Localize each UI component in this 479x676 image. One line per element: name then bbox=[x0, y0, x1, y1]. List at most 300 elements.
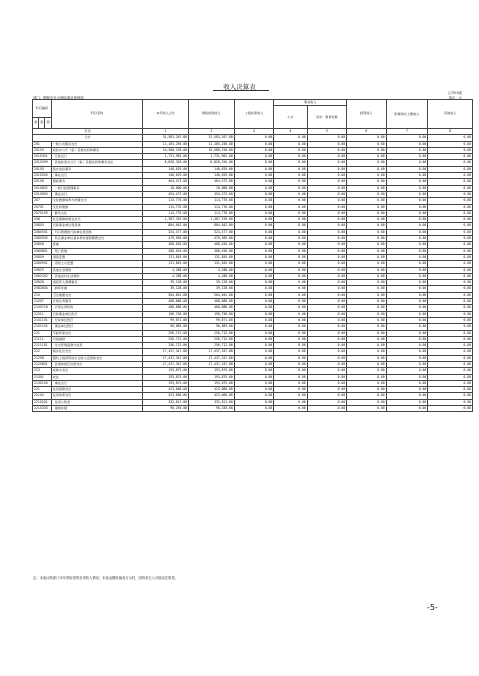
row-fiscal: 39,128.00 bbox=[189, 286, 235, 292]
column-index-8: 8 bbox=[428, 129, 473, 135]
row-zero-cell: 0.00 bbox=[428, 361, 473, 367]
row-zero-cell: 0.00 bbox=[428, 267, 473, 273]
header-other: 其他收入 bbox=[428, 100, 473, 129]
row-fiscal: 114,776.00 bbox=[189, 210, 235, 216]
row-fiscal: 193,875.00 bbox=[189, 374, 235, 380]
row-zero-cell: 0.00 bbox=[307, 349, 347, 355]
column-index-2: 2 bbox=[189, 129, 235, 135]
row-zero-cell: 0.00 bbox=[428, 217, 473, 223]
row-zero-cell: 0.00 bbox=[428, 223, 473, 229]
row-code: 2082502 bbox=[33, 273, 52, 279]
row-zero-cell: 0.00 bbox=[386, 173, 428, 179]
row-name: 死亡抚恤 bbox=[51, 248, 143, 254]
row-total: 454,473.00 bbox=[143, 191, 189, 197]
row-zero-cell: 0.00 bbox=[428, 387, 473, 393]
row-zero-cell: 0.00 bbox=[274, 292, 307, 298]
row-zero-cell: 0.00 bbox=[274, 343, 307, 349]
title-underline bbox=[213, 90, 269, 91]
row-zero-cell: 0.00 bbox=[428, 160, 473, 166]
row-zero-cell: 0.00 bbox=[274, 248, 307, 254]
row-total: 17,437,347.88 bbox=[143, 355, 189, 361]
row-zero-cell: 0.00 bbox=[234, 154, 274, 160]
row-total: 408,086.00 bbox=[143, 305, 189, 311]
row-zero-cell: 0.00 bbox=[428, 349, 473, 355]
row-zero-cell: 0.00 bbox=[347, 173, 387, 179]
row-name: 事业运行 bbox=[51, 173, 143, 179]
row-zero-cell: 0.00 bbox=[274, 361, 307, 367]
row-total: 408,016.00 bbox=[143, 242, 189, 248]
row-zero-cell: 0.00 bbox=[307, 355, 347, 361]
report-title: 收入决算表 bbox=[223, 83, 256, 91]
header-operating: 经营收入 bbox=[347, 100, 387, 129]
row-zero-cell: 0.00 bbox=[428, 166, 473, 172]
column-index-label: 栏次 bbox=[33, 129, 143, 135]
row-code: 212 bbox=[33, 349, 52, 355]
row-fiscal: 96,885.00 bbox=[189, 324, 235, 330]
row-zero-cell: 0.00 bbox=[428, 380, 473, 386]
row-zero-cell: 0.00 bbox=[347, 311, 387, 317]
row-zero-cell: 0.00 bbox=[347, 355, 387, 361]
row-fiscal: 423,066.00 bbox=[189, 387, 235, 393]
row-zero-cell: 0.00 bbox=[307, 248, 347, 254]
row-zero-cell: 0.00 bbox=[428, 286, 473, 292]
income-table bbox=[32, 99, 473, 412]
row-total: 4,288.00 bbox=[143, 273, 189, 279]
row-zero-cell: 0.00 bbox=[347, 154, 387, 160]
row-name: 事业运行 bbox=[51, 191, 143, 197]
row-fiscal: 408,016.00 bbox=[189, 248, 235, 254]
form-number: 公开03表 bbox=[447, 91, 462, 95]
row-zero-cell: 0.00 bbox=[386, 248, 428, 254]
row-zero-cell: 0.00 bbox=[347, 166, 387, 172]
row-name: 归口管理的行政单位离退休 bbox=[51, 229, 143, 235]
row-zero-cell: 0.00 bbox=[274, 179, 307, 185]
header-superior: 上级补助收入 bbox=[234, 100, 274, 129]
row-zero-cell: 0.00 bbox=[386, 147, 428, 153]
row-fiscal: 10,580,228.00 bbox=[189, 147, 235, 153]
row-fiscal: 479,565.00 bbox=[189, 236, 235, 242]
row-zero-cell: 0.00 bbox=[274, 311, 307, 317]
total-value-8: 0.00 bbox=[428, 135, 473, 141]
row-name: 其他政府办公厅（室）及相关机构事务支出 bbox=[51, 160, 143, 166]
row-zero-cell: 0.00 bbox=[428, 254, 473, 260]
row-zero-cell: 0.00 bbox=[386, 406, 428, 412]
row-zero-cell: 0.00 bbox=[307, 387, 347, 393]
row-zero-cell: 0.00 bbox=[234, 242, 274, 248]
row-code: 2070109 bbox=[33, 210, 52, 216]
row-zero-cell: 0.00 bbox=[386, 374, 428, 380]
row-code: 20828 bbox=[33, 280, 52, 286]
row-name: 机关事业单位基本养老保险缴费支出 bbox=[51, 236, 143, 242]
row-zero-cell: 0.00 bbox=[347, 305, 387, 311]
row-zero-cell: 0.00 bbox=[234, 166, 274, 172]
total-value-7: 0.00 bbox=[386, 135, 428, 141]
row-zero-cell: 0.00 bbox=[347, 361, 387, 367]
row-zero-cell: 0.00 bbox=[234, 236, 274, 242]
row-zero-cell: 0.00 bbox=[234, 223, 274, 229]
row-zero-cell: 0.00 bbox=[274, 254, 307, 260]
row-name: 其他农村生活救助 bbox=[51, 273, 143, 279]
row-zero-cell: 0.00 bbox=[307, 154, 347, 160]
row-fiscal: 464,473.00 bbox=[189, 179, 235, 185]
row-total: 196,756.00 bbox=[143, 311, 189, 317]
row-zero-cell: 0.00 bbox=[386, 368, 428, 374]
row-code: 2010550 bbox=[33, 173, 52, 179]
row-zero-cell: 0.00 bbox=[386, 236, 428, 242]
row-zero-cell: 0.00 bbox=[428, 179, 473, 185]
header-affiliated: 附属单位上缴收入 bbox=[386, 100, 428, 129]
row-total: 114,776.00 bbox=[143, 204, 189, 210]
header-xiang: 项 bbox=[45, 118, 51, 129]
row-zero-cell: 0.00 bbox=[428, 311, 473, 317]
row-total: 140,629.00 bbox=[143, 166, 189, 172]
row-zero-cell: 0.00 bbox=[386, 393, 428, 399]
row-zero-cell: 0.00 bbox=[347, 236, 387, 242]
header-lei: 类 bbox=[33, 118, 39, 129]
row-zero-cell: 0.00 bbox=[234, 191, 274, 197]
row-zero-cell: 0.00 bbox=[386, 292, 428, 298]
row-zero-cell: 0.00 bbox=[307, 336, 347, 342]
row-zero-cell: 0.00 bbox=[347, 280, 387, 286]
row-name: 统计信息事务 bbox=[51, 166, 143, 172]
row-zero-cell: 0.00 bbox=[386, 185, 428, 191]
row-zero-cell: 0.00 bbox=[307, 261, 347, 267]
row-code: 2210201 bbox=[33, 399, 52, 405]
row-zero-cell: 0.00 bbox=[386, 286, 428, 292]
row-zero-cell: 0.00 bbox=[347, 261, 387, 267]
row-zero-cell: 0.00 bbox=[274, 368, 307, 374]
row-zero-cell: 0.00 bbox=[307, 166, 347, 172]
row-code: 21007 bbox=[33, 299, 52, 305]
row-fiscal: 140,629.00 bbox=[189, 166, 235, 172]
total-value-6: 0.00 bbox=[347, 135, 387, 141]
row-total: 804,042.00 bbox=[143, 223, 189, 229]
row-zero-cell: 0.00 bbox=[428, 248, 473, 254]
row-fiscal: 804,042.00 bbox=[189, 223, 235, 229]
row-zero-cell: 0.00 bbox=[428, 147, 473, 153]
row-zero-cell: 0.00 bbox=[386, 223, 428, 229]
row-zero-cell: 0.00 bbox=[234, 141, 274, 147]
row-zero-cell: 0.00 bbox=[274, 141, 307, 147]
row-code: 2010301 bbox=[33, 154, 52, 160]
row-zero-cell: 0.00 bbox=[347, 217, 387, 223]
row-total: 10,000.00 bbox=[143, 185, 189, 191]
row-total: 324,477.00 bbox=[143, 229, 189, 235]
row-fiscal: 504,842.00 bbox=[189, 292, 235, 298]
row-zero-cell: 0.00 bbox=[234, 343, 274, 349]
row-name: 污染减排 bbox=[51, 336, 143, 342]
row-code: 21011 bbox=[33, 311, 52, 317]
row-fiscal: 114,776.00 bbox=[189, 198, 235, 204]
row-zero-cell: 0.00 bbox=[347, 204, 387, 210]
row-zero-cell: 0.00 bbox=[274, 198, 307, 204]
row-zero-cell: 0.00 bbox=[234, 330, 274, 336]
row-total: 423,066.00 bbox=[143, 393, 189, 399]
row-zero-cell: 0.00 bbox=[428, 236, 473, 242]
row-name: 行政单位医疗 bbox=[51, 317, 143, 323]
row-zero-cell: 0.00 bbox=[386, 330, 428, 336]
row-fiscal: 11,165,256.00 bbox=[189, 141, 235, 147]
row-zero-cell: 0.00 bbox=[428, 343, 473, 349]
header-business-group: 事业收入 bbox=[274, 100, 347, 106]
row-total: 464,473.00 bbox=[143, 179, 189, 185]
row-fiscal: 39,128.00 bbox=[189, 280, 235, 286]
row-total: 17,437,347.88 bbox=[143, 361, 189, 367]
header-kuan: 款 bbox=[39, 118, 45, 129]
row-zero-cell: 0.00 bbox=[274, 330, 307, 336]
row-zero-cell: 0.00 bbox=[428, 393, 473, 399]
row-zero-cell: 0.00 bbox=[274, 229, 307, 235]
row-zero-cell: 0.00 bbox=[386, 261, 428, 267]
row-zero-cell: 0.00 bbox=[307, 292, 347, 298]
row-total: 332,811.00 bbox=[143, 399, 189, 405]
row-zero-cell: 0.00 bbox=[274, 374, 307, 380]
row-name: 计划生育事务 bbox=[51, 299, 143, 305]
row-fiscal: 8,828,326.00 bbox=[189, 160, 235, 166]
row-zero-cell: 0.00 bbox=[386, 324, 428, 330]
row-zero-cell: 0.00 bbox=[307, 368, 347, 374]
row-zero-cell: 0.00 bbox=[428, 355, 473, 361]
row-name: 农业 bbox=[51, 374, 143, 380]
column-index-6: 6 bbox=[347, 129, 387, 135]
row-zero-cell: 0.00 bbox=[234, 173, 274, 179]
row-fiscal: 408,086.00 bbox=[189, 305, 235, 311]
row-zero-cell: 0.00 bbox=[386, 166, 428, 172]
row-zero-cell: 0.00 bbox=[274, 280, 307, 286]
row-zero-cell: 0.00 bbox=[274, 160, 307, 166]
row-zero-cell: 0.00 bbox=[234, 267, 274, 273]
row-code: 2010399 bbox=[33, 160, 52, 166]
row-zero-cell: 0.00 bbox=[386, 349, 428, 355]
row-fiscal: 17,437,347.88 bbox=[189, 355, 235, 361]
row-code: 2111101 bbox=[33, 343, 52, 349]
row-zero-cell: 0.00 bbox=[274, 387, 307, 393]
row-code: 2010602 bbox=[33, 185, 52, 191]
row-fiscal: 114,776.00 bbox=[189, 204, 235, 210]
row-zero-cell: 0.00 bbox=[307, 217, 347, 223]
row-zero-cell: 0.00 bbox=[386, 229, 428, 235]
row-zero-cell: 0.00 bbox=[307, 204, 347, 210]
row-zero-cell: 0.00 bbox=[347, 317, 387, 323]
row-name: 城乡社区支出 bbox=[51, 349, 143, 355]
row-zero-cell: 0.00 bbox=[274, 166, 307, 172]
row-zero-cell: 0.00 bbox=[274, 399, 307, 405]
row-code: 201 bbox=[33, 141, 52, 147]
row-zero-cell: 0.00 bbox=[234, 254, 274, 260]
row-zero-cell: 0.00 bbox=[274, 154, 307, 160]
row-zero-cell: 0.00 bbox=[428, 204, 473, 210]
row-name: 节能环保支出 bbox=[51, 330, 143, 336]
row-name: 群众文化 bbox=[51, 210, 143, 216]
row-fiscal: 332,811.00 bbox=[189, 399, 235, 405]
row-zero-cell: 0.00 bbox=[274, 210, 307, 216]
row-zero-cell: 0.00 bbox=[347, 229, 387, 235]
row-code: 211 bbox=[33, 330, 52, 336]
row-zero-cell: 0.00 bbox=[234, 292, 274, 298]
row-zero-cell: 0.00 bbox=[274, 324, 307, 330]
row-fiscal: 90,255.00 bbox=[189, 406, 235, 412]
row-fiscal: 131,845.00 bbox=[189, 254, 235, 260]
total-value-1: 31,583,267.88 bbox=[143, 135, 189, 141]
row-name: 农林水支出 bbox=[51, 368, 143, 374]
row-name: 事业单位医疗 bbox=[51, 324, 143, 330]
row-fiscal: 193,875.00 bbox=[189, 368, 235, 374]
row-name: 行政事业单位医疗 bbox=[51, 311, 143, 317]
row-code: 2210203 bbox=[33, 406, 52, 412]
row-zero-cell: 0.00 bbox=[307, 179, 347, 185]
row-code: 20103 bbox=[33, 147, 52, 153]
row-zero-cell: 0.00 bbox=[307, 343, 347, 349]
row-zero-cell: 0.00 bbox=[274, 261, 307, 267]
row-zero-cell: 0.00 bbox=[347, 198, 387, 204]
row-zero-cell: 0.00 bbox=[234, 361, 274, 367]
row-name: 社会保障和就业支出 bbox=[51, 217, 143, 223]
row-zero-cell: 0.00 bbox=[386, 179, 428, 185]
row-code: 2101102 bbox=[33, 324, 52, 330]
row-name: 住房公积金 bbox=[51, 399, 143, 405]
row-fiscal: 1,731,902.00 bbox=[189, 154, 235, 160]
row-zero-cell: 0.00 bbox=[347, 242, 387, 248]
row-zero-cell: 0.00 bbox=[307, 317, 347, 323]
row-zero-cell: 0.00 bbox=[307, 198, 347, 204]
row-zero-cell: 0.00 bbox=[307, 267, 347, 273]
row-code: 2120801 bbox=[33, 361, 52, 367]
row-code: 2010650 bbox=[33, 191, 52, 197]
row-zero-cell: 0.00 bbox=[307, 242, 347, 248]
row-code: 20805 bbox=[33, 223, 52, 229]
row-zero-cell: 0.00 bbox=[347, 324, 387, 330]
row-zero-cell: 0.00 bbox=[234, 273, 274, 279]
row-zero-cell: 0.00 bbox=[386, 141, 428, 147]
row-zero-cell: 0.00 bbox=[386, 204, 428, 210]
row-zero-cell: 0.00 bbox=[307, 273, 347, 279]
row-total: 193,875.00 bbox=[143, 374, 189, 380]
row-zero-cell: 0.00 bbox=[347, 273, 387, 279]
table-body bbox=[33, 141, 473, 412]
row-zero-cell: 0.00 bbox=[234, 374, 274, 380]
row-total: 423,066.00 bbox=[143, 387, 189, 393]
row-zero-cell: 0.00 bbox=[347, 179, 387, 185]
row-zero-cell: 0.00 bbox=[274, 223, 307, 229]
row-fiscal: 4,288.00 bbox=[189, 267, 235, 273]
row-name: 抚恤 bbox=[51, 242, 143, 248]
row-code: 20825 bbox=[33, 267, 52, 273]
row-zero-cell: 0.00 bbox=[386, 336, 428, 342]
row-total: 256,712.00 bbox=[143, 336, 189, 342]
row-code: 20809 bbox=[33, 254, 52, 260]
row-zero-cell: 0.00 bbox=[386, 355, 428, 361]
row-fiscal: 196,756.00 bbox=[189, 311, 235, 317]
row-name: 退役军人管理事务 bbox=[51, 280, 143, 286]
row-zero-cell: 0.00 bbox=[274, 185, 307, 191]
row-zero-cell: 0.00 bbox=[347, 267, 387, 273]
row-code: 20808 bbox=[33, 242, 52, 248]
row-fiscal: 17,437,347.88 bbox=[189, 349, 235, 355]
row-code: 2080501 bbox=[33, 229, 52, 235]
row-zero-cell: 0.00 bbox=[347, 147, 387, 153]
row-zero-cell: 0.00 bbox=[428, 280, 473, 286]
footnote: 注：本表反映部门本年度取得的各项收入情况；本表金额转换成万元时，因四舍五入可能存在尾差。 bbox=[33, 576, 179, 580]
row-zero-cell: 0.00 bbox=[386, 267, 428, 273]
row-zero-cell: 0.00 bbox=[347, 292, 387, 298]
row-total: 96,885.00 bbox=[143, 324, 189, 330]
row-zero-cell: 0.00 bbox=[347, 248, 387, 254]
row-code: 21208 bbox=[33, 355, 52, 361]
department-label: 部门：鹤壁市社会保险事业管理局 bbox=[33, 96, 84, 100]
row-zero-cell: 0.00 bbox=[386, 254, 428, 260]
row-zero-cell: 0.00 bbox=[234, 380, 274, 386]
row-name: 提租补贴 bbox=[51, 406, 143, 412]
row-zero-cell: 0.00 bbox=[234, 324, 274, 330]
row-zero-cell: 0.00 bbox=[234, 160, 274, 166]
row-code: 2080901 bbox=[33, 261, 52, 267]
row-zero-cell: 0.00 bbox=[386, 380, 428, 386]
row-zero-cell: 0.00 bbox=[347, 336, 387, 342]
row-zero-cell: 0.00 bbox=[347, 210, 387, 216]
row-zero-cell: 0.00 bbox=[347, 223, 387, 229]
total-row-label: 合计 bbox=[33, 135, 143, 141]
row-fiscal: 256,712.00 bbox=[189, 336, 235, 342]
row-code: 20701 bbox=[33, 204, 52, 210]
row-zero-cell: 0.00 bbox=[386, 305, 428, 311]
row-zero-cell: 0.00 bbox=[347, 406, 387, 412]
row-zero-cell: 0.00 bbox=[234, 317, 274, 323]
row-zero-cell: 0.00 bbox=[386, 343, 428, 349]
row-name: 文化旅游体育与传媒支出 bbox=[51, 198, 143, 204]
row-zero-cell: 0.00 bbox=[234, 261, 274, 267]
row-name: 行政事业单位离退休 bbox=[51, 223, 143, 229]
row-zero-cell: 0.00 bbox=[234, 311, 274, 317]
unit-label: 单位：元 bbox=[448, 96, 462, 100]
row-zero-cell: 0.00 bbox=[274, 299, 307, 305]
row-zero-cell: 0.00 bbox=[274, 336, 307, 342]
row-zero-cell: 0.00 bbox=[347, 374, 387, 380]
row-zero-cell: 0.00 bbox=[234, 204, 274, 210]
row-fiscal: 4,288.00 bbox=[189, 273, 235, 279]
row-total: 114,776.00 bbox=[143, 198, 189, 204]
row-zero-cell: 0.00 bbox=[234, 248, 274, 254]
row-zero-cell: 0.00 bbox=[274, 173, 307, 179]
row-zero-cell: 0.00 bbox=[307, 191, 347, 197]
row-fiscal: 454,473.00 bbox=[189, 191, 235, 197]
row-zero-cell: 0.00 bbox=[274, 217, 307, 223]
row-zero-cell: 0.00 bbox=[347, 160, 387, 166]
row-total: 504,842.00 bbox=[143, 292, 189, 298]
row-zero-cell: 0.00 bbox=[428, 406, 473, 412]
row-code: 208 bbox=[33, 217, 52, 223]
row-zero-cell: 0.00 bbox=[386, 361, 428, 367]
row-code: 2080801 bbox=[33, 248, 52, 254]
row-fiscal: 193,875.00 bbox=[189, 380, 235, 386]
row-zero-cell: 0.00 bbox=[386, 273, 428, 279]
header-code: 科目编码 bbox=[33, 100, 52, 118]
row-zero-cell: 0.00 bbox=[347, 368, 387, 374]
row-zero-cell: 0.00 bbox=[234, 198, 274, 204]
row-code: 2101101 bbox=[33, 317, 52, 323]
row-code: 221 bbox=[33, 387, 52, 393]
row-code: 213 bbox=[33, 368, 52, 374]
row-zero-cell: 0.00 bbox=[307, 361, 347, 367]
row-zero-cell: 0.00 bbox=[428, 229, 473, 235]
row-zero-cell: 0.00 bbox=[347, 299, 387, 305]
row-zero-cell: 0.00 bbox=[274, 305, 307, 311]
row-zero-cell: 0.00 bbox=[428, 305, 473, 311]
row-zero-cell: 0.00 bbox=[386, 317, 428, 323]
row-total: 479,565.00 bbox=[143, 236, 189, 242]
row-total: 193,875.00 bbox=[143, 380, 189, 386]
row-zero-cell: 0.00 bbox=[234, 368, 274, 374]
row-zero-cell: 0.00 bbox=[386, 311, 428, 317]
